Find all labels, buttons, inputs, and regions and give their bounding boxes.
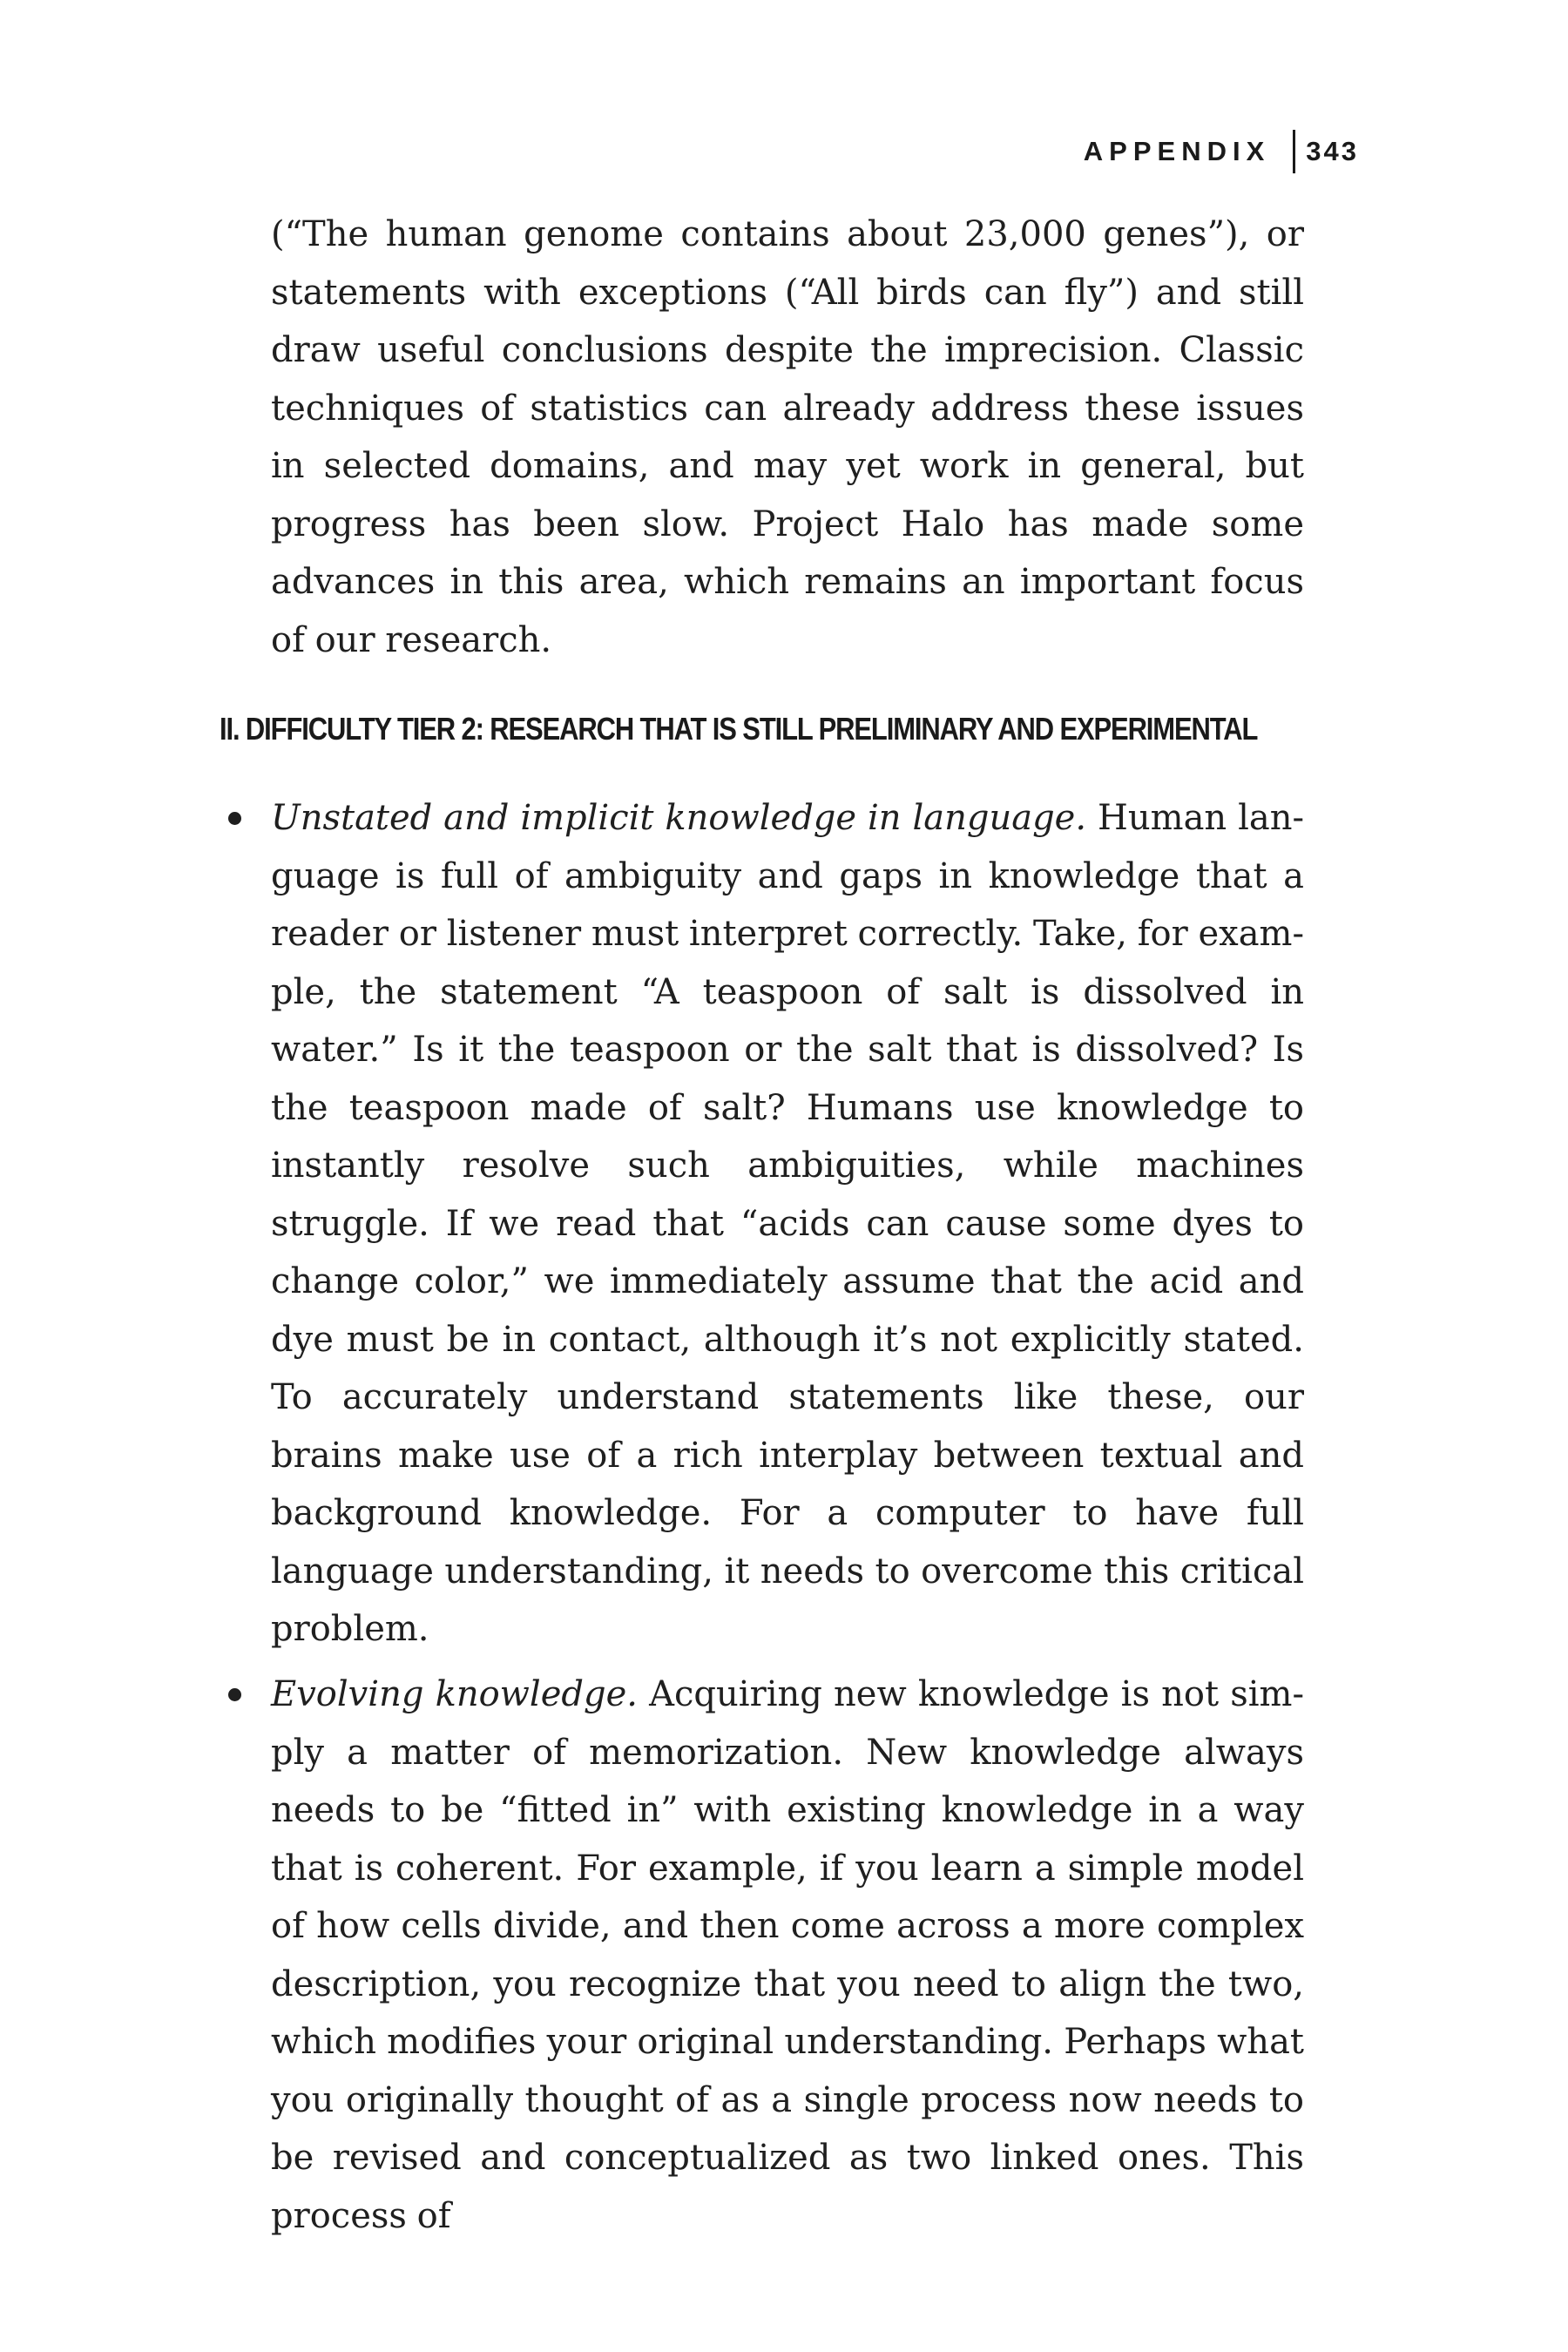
bullet-lead-term: Evolving knowledge. bbox=[271, 1674, 638, 1714]
continuation-paragraph: (“The human genome contains about 23,000 genes”), or statements with exceptions (“All birds can fly”) and still draw useful conclusions despite the imprecision. Classic techniques of statistics can already address these issues in selected domains, and may yet work in general, but progress has been slow. Project Halo has made some advances in this area, which remains an important focus of our research. bbox=[271, 214, 1304, 660]
bullet-lead-term: Unstated and implicit knowledge in language. bbox=[271, 798, 1087, 838]
bullet-text: Human language is full of ambiguity and gaps in knowledge that a reader or listener must interpret correctly. Take, for example, the statement “A teaspoon of salt is dissolved in water.” Is it the teaspoon or the salt that is dissolved? Is the teaspoon made of salt? Humans use knowledge to instantly resolve such ambiguities, while machines struggle. If we read that “acids can cause some dyes to change color,” we immediately assume that the acid and dye must be in contact, although it’s not explicitly stated. To accurately understand statements like these, our brains make use of a rich interplay between textual and background knowledge. For a computer to have full language understanding, it needs to overcome this critical problem. bbox=[271, 798, 1305, 1649]
bullet-icon bbox=[228, 812, 241, 825]
bullet-icon bbox=[228, 1688, 241, 1701]
bullet-text: Acquiring new knowledge is not simply a matter of memorization. New knowledge always needs to be “fitted in” with existing knowledge in a way that is coherent. For example, if you learn a simple model of how cells divide, and then come across a more complex description, you recognize that you need to align the two, which modifies your original understanding. Perhaps what you originally thought of as a single process now needs to be revised and conceptualized as two linked ones. This process of bbox=[271, 1674, 1304, 2236]
bullet-item-evolving-knowledge bbox=[271, 1666, 1304, 2245]
section-heading: II. DIFFICULTY TIER 2: RESEARCH THAT IS STILL PRELIMINARY AND EXPERIMENTAL bbox=[220, 711, 1258, 747]
running-header bbox=[1084, 129, 1359, 174]
running-header-section: APPENDIX bbox=[1083, 136, 1271, 166]
page-number: 343 bbox=[1306, 136, 1359, 166]
bullet-item-implicit-knowledge bbox=[271, 789, 1304, 1659]
header-divider bbox=[1293, 130, 1295, 173]
